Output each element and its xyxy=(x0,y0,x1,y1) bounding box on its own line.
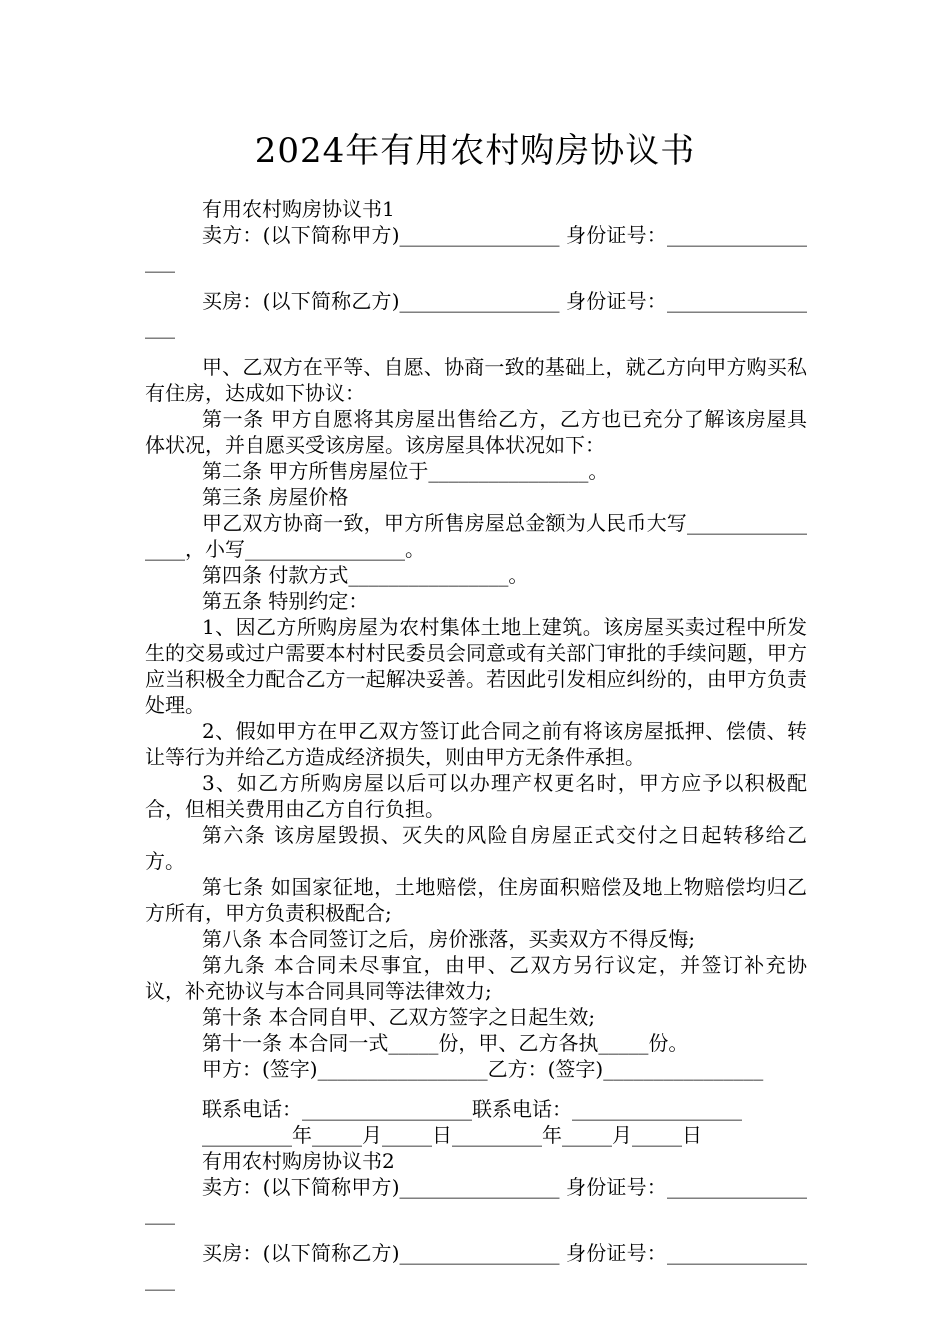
special-term-2: 2、假如甲方在甲乙双方签订此合同之前有将该房屋抵押、偿债、转让等行为并给乙方造成经济损失，则由甲方无条件承担。 xyxy=(145,719,807,769)
signature-line: 甲方：(签字)_________________乙方：(签字)________________ xyxy=(202,1057,764,1081)
document-body xyxy=(145,196,807,1292)
seller-line: 卖方：(以下简称甲方)________________ 身份证号：_________________ xyxy=(145,223,807,273)
article-5: 第五条 特别约定： xyxy=(202,589,369,613)
buyer-line: 买房：(以下简称乙方)________________ 身份证号：_________________ xyxy=(145,289,807,339)
article-6: 第六条 该房屋毁损、灭失的风险自房屋正式交付之日起转移给乙方。 xyxy=(145,823,807,873)
section-heading-1: 有用农村购房协议书1 xyxy=(202,197,395,221)
article-8: 第八条 本合同签订之后，房价涨落，买卖双方不得反悔; xyxy=(202,927,696,951)
seller-line-2: 卖方：(以下简称甲方)________________ 身份证号：_________________ xyxy=(145,1175,807,1225)
article-4: 第四条 付款方式________________。 xyxy=(202,563,529,587)
article-7: 第七条 如国家征地，土地赔偿，住房面积赔偿及地上物赔偿均归乙方所有，甲方负责积极配合; xyxy=(145,875,807,925)
document-title: 2024年有用农村购房协议书 xyxy=(254,131,696,171)
article-9: 第九条 本合同未尽事宜，由甲、乙双方另行议定，并签订补充协议，补充协议与本合同具同等法律效力; xyxy=(145,953,807,1003)
article-2: 第二条 甲方所售房屋位于________________。 xyxy=(202,459,609,483)
date-line: _________年_____月_____日_________年_____月_____日 xyxy=(202,1123,702,1147)
article-10: 第十条 本合同自甲、乙双方签字之日起生效; xyxy=(202,1005,596,1029)
article-1: 第一条 甲方自愿将其房屋出售给乙方，乙方也已充分了解该房屋具体状况，并自愿买受该房屋。该房屋具体状况如下： xyxy=(145,407,807,457)
price-clause: 甲乙双方协商一致，甲方所售房屋总金额为人民币大写________________，小写________________。 xyxy=(145,511,807,561)
phone-line: 联系电话：_________________联系电话：_________________ xyxy=(202,1097,742,1121)
special-term-1: 1、因乙方所购房屋为农村集体土地上建筑。该房屋买卖过程中所发生的交易或过户需要本村村民委员会同意或有关部门审批的手续问题，甲方应当积极全力配合乙方一起解决妥善。若因此引发相应纠纷的，由甲方负责处理。 xyxy=(145,615,807,717)
buyer-line-2: 买房：(以下简称乙方)________________ 身份证号：_________________ xyxy=(145,1241,807,1291)
special-term-3: 3、如乙方所购房屋以后可以办理产权更名时，甲方应予以积极配合，但相关费用由乙方自行负担。 xyxy=(145,771,807,821)
preamble: 甲、乙双方在平等、自愿、协商一致的基础上，就乙方向甲方购买私有住房，达成如下协议： xyxy=(145,355,807,405)
article-3: 第三条 房屋价格 xyxy=(202,485,349,509)
section-heading-2: 有用农村购房协议书2 xyxy=(202,1149,395,1173)
article-11: 第十一条 本合同一式_____份，甲、乙方各执_____份。 xyxy=(202,1031,689,1055)
